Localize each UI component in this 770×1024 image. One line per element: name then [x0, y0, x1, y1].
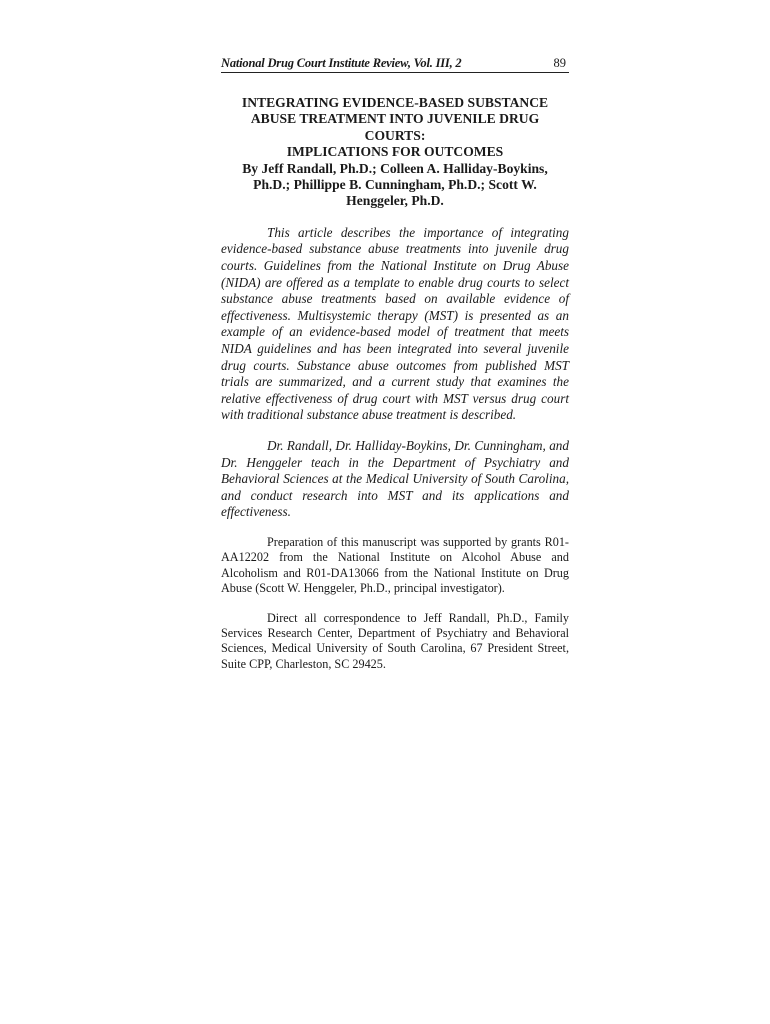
article-title-line: COURTS:	[364, 127, 426, 143]
article-subtitle: IMPLICATIONS FOR OUTCOMES	[286, 144, 504, 160]
abstract-paragraph: This article describes the importance of integrating evidence-based substance abuse treatments into juvenile drug courts. Guidelines from the National Institute on Drug Abuse (NIDA) are offered as a template to enable drug courts to select substance abuse treatments based on available evidence of effectiveness. Multisystemic therapy (MST) is presented as an example of an evidence-based model of treatment that meets NIDA guidelines and has been integrated into several juvenile drug courts. Substance abuse outcomes from published MST trials are summarized, and a current study that examines the relative effectiveness of drug court with MST versus drug court with traditional substance abuse treatment is described.	[221, 224, 569, 423]
byline-line: By Jeff Randall, Ph.D.; Colleen A. Halliday-Boykins,	[242, 160, 548, 176]
correspondence-note: Direct all correspondence to Jeff Randall, Ph.D., Family Services Research Center, Department of Psychiatry and Behavioral Sciences, Medical University of South Carolina, 67 President Street, Suite CPP, Charleston, SC 29425.	[221, 610, 569, 671]
article-title-line: ABUSE TREATMENT INTO JUVENILE DRUG	[250, 111, 540, 127]
byline-line: Henggeler, Ph.D.	[346, 193, 444, 209]
author-affiliation-note: Dr. Randall, Dr. Halliday-Boykins, Dr. Cunningham, and Dr. Henggeler teach in the Department of Psychiatry and Behavioral Sciences at the Medical University of South Carolina, and conduct research into MST and its applications and effectiveness.	[221, 437, 569, 520]
page-number: 89	[553, 56, 566, 70]
article-title-line: INTEGRATING EVIDENCE-BASED SUBSTANCE	[241, 95, 549, 110]
byline-line: Ph.D.; Phillippe B. Cunningham, Ph.D.; Scott W.	[253, 177, 537, 193]
journal-name: National Drug Court Institute Review, Vol. III, 2	[221, 56, 462, 70]
article-title-block	[221, 95, 569, 210]
running-header	[221, 55, 569, 73]
page-column	[221, 55, 569, 672]
funding-note: Preparation of this manuscript was supported by grants R01-AA12202 from the National Institute on Alcohol Abuse and Alcoholism and R01-DA13066 from the National Institute on Drug Abuse (Scott W. Henggeler, Ph.D., principal investigator).	[221, 534, 569, 596]
